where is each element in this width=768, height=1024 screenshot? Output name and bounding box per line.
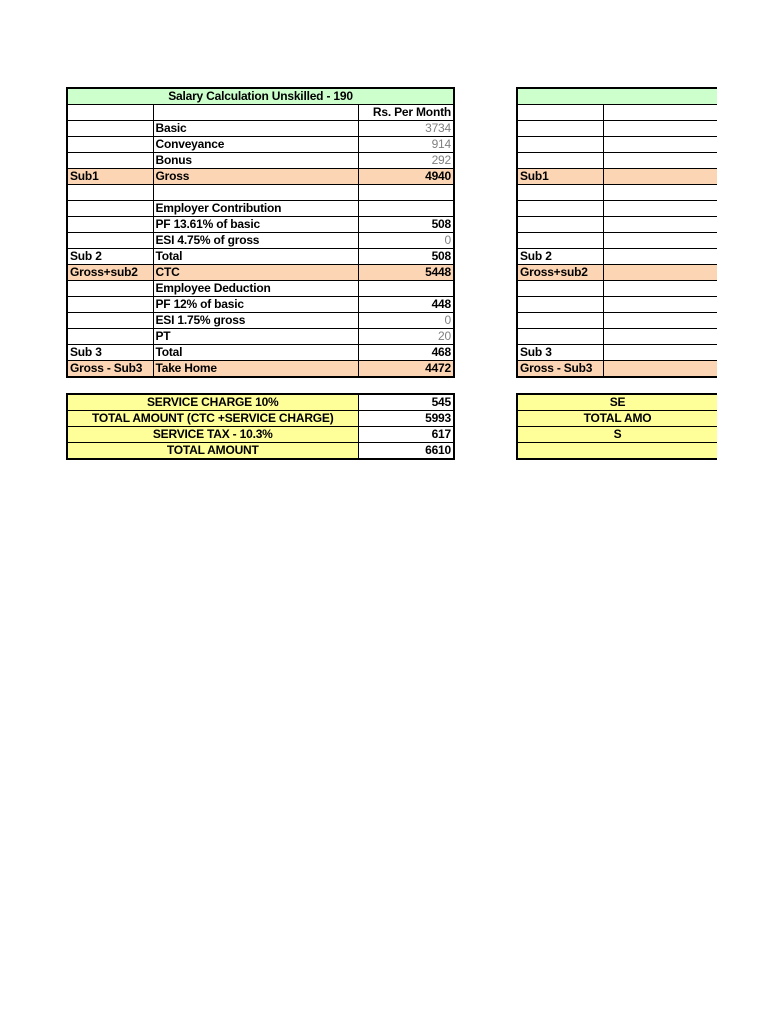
- salary-sheet-left: [66, 87, 455, 460]
- summary-label: TOTAL AMO: [517, 411, 717, 427]
- table-title: Salary Calculation Unskilled - 190: [67, 88, 454, 105]
- cell-empty: [603, 233, 717, 249]
- row-label: Gross - Sub3: [67, 361, 153, 378]
- row-item: Gross: [153, 169, 358, 185]
- row-value: 4940: [358, 169, 454, 185]
- row-item: Conveyance: [153, 137, 358, 153]
- row-label: [67, 153, 153, 169]
- row-label: Gross+sub2: [517, 265, 603, 281]
- row-label: Sub 3: [517, 345, 603, 361]
- summary-label: S: [517, 427, 717, 443]
- row-item: PT: [153, 329, 358, 345]
- row-label: Gross - Sub3: [517, 361, 603, 378]
- row-label: [67, 329, 153, 345]
- row-value: [358, 281, 454, 297]
- salary-sheet-right: [516, 87, 652, 460]
- row-item: ESI 4.75% of gross: [153, 233, 358, 249]
- row-label: Sub 2: [517, 249, 603, 265]
- cell-empty: [517, 201, 603, 217]
- cell-empty: [517, 329, 603, 345]
- cell-empty: [603, 185, 717, 201]
- cell-empty: [517, 217, 603, 233]
- spacer: [67, 377, 454, 394]
- table-title: [517, 88, 717, 105]
- row-value: 0: [358, 313, 454, 329]
- row-item: Total: [153, 249, 358, 265]
- summary-value: 5993: [358, 411, 454, 427]
- cell-empty: [517, 233, 603, 249]
- cell-empty: [517, 153, 603, 169]
- column-header: Rs. Per Month: [358, 105, 454, 121]
- cell-empty: [603, 201, 717, 217]
- row-value: 292: [358, 153, 454, 169]
- cell-empty: [603, 169, 717, 185]
- cell-empty: [517, 137, 603, 153]
- salary-table-right: [516, 87, 717, 460]
- cell-empty: [603, 345, 717, 361]
- cell-empty: [603, 121, 717, 137]
- cell-empty: [603, 281, 717, 297]
- spacer: [517, 377, 717, 394]
- row-label: [67, 137, 153, 153]
- row-item: Employer Contribution: [153, 201, 358, 217]
- row-label: [67, 281, 153, 297]
- cell-empty: [517, 121, 603, 137]
- summary-label: SERVICE CHARGE 10%: [67, 394, 358, 411]
- cell-empty: [603, 137, 717, 153]
- row-value: 4472: [358, 361, 454, 378]
- summary-label: [517, 443, 717, 460]
- row-label: Gross+sub2: [67, 265, 153, 281]
- row-value: [358, 201, 454, 217]
- row-label: [67, 121, 153, 137]
- row-item: Bonus: [153, 153, 358, 169]
- cell-empty: [603, 153, 717, 169]
- summary-value: 545: [358, 394, 454, 411]
- row-value: 508: [358, 249, 454, 265]
- row-label: [67, 201, 153, 217]
- row-label: [67, 185, 153, 201]
- row-value: 448: [358, 297, 454, 313]
- cell-empty: [603, 361, 717, 378]
- row-item: PF 13.61% of basic: [153, 217, 358, 233]
- salary-table: [66, 87, 455, 460]
- row-value: 3734: [358, 121, 454, 137]
- cell-empty: [603, 217, 717, 233]
- row-label: Sub1: [517, 169, 603, 185]
- summary-value: 6610: [358, 443, 454, 460]
- row-value: 20: [358, 329, 454, 345]
- row-label: Sub1: [67, 169, 153, 185]
- row-label: [67, 233, 153, 249]
- cell-empty: [67, 105, 153, 121]
- cell-empty: [517, 313, 603, 329]
- summary-label: TOTAL AMOUNT: [67, 443, 358, 460]
- row-label: Sub 3: [67, 345, 153, 361]
- row-label: [67, 297, 153, 313]
- row-value: 0: [358, 233, 454, 249]
- cell-empty: [517, 281, 603, 297]
- cell-empty: [603, 313, 717, 329]
- cell-empty: [517, 297, 603, 313]
- row-value: 508: [358, 217, 454, 233]
- summary-label: TOTAL AMOUNT (CTC +SERVICE CHARGE): [67, 411, 358, 427]
- row-value: 5448: [358, 265, 454, 281]
- cell-empty: [603, 265, 717, 281]
- row-label: [67, 313, 153, 329]
- summary-label: SE: [517, 394, 717, 411]
- cell-empty: [603, 297, 717, 313]
- cell-empty: [603, 249, 717, 265]
- cell-empty: [603, 105, 717, 121]
- row-label: Sub 2: [67, 249, 153, 265]
- cell-empty: [153, 105, 358, 121]
- row-item: [153, 185, 358, 201]
- row-value: 914: [358, 137, 454, 153]
- row-item: Total: [153, 345, 358, 361]
- row-label: [67, 217, 153, 233]
- summary-value: 617: [358, 427, 454, 443]
- cell-empty: [603, 329, 717, 345]
- row-item: PF 12% of basic: [153, 297, 358, 313]
- row-value: 468: [358, 345, 454, 361]
- row-item: Basic: [153, 121, 358, 137]
- row-item: CTC: [153, 265, 358, 281]
- summary-label: SERVICE TAX - 10.3%: [67, 427, 358, 443]
- row-item: Take Home: [153, 361, 358, 378]
- row-item: ESI 1.75% gross: [153, 313, 358, 329]
- cell-empty: [517, 185, 603, 201]
- cell-empty: [517, 105, 603, 121]
- row-item: Employee Deduction: [153, 281, 358, 297]
- row-value: [358, 185, 454, 201]
